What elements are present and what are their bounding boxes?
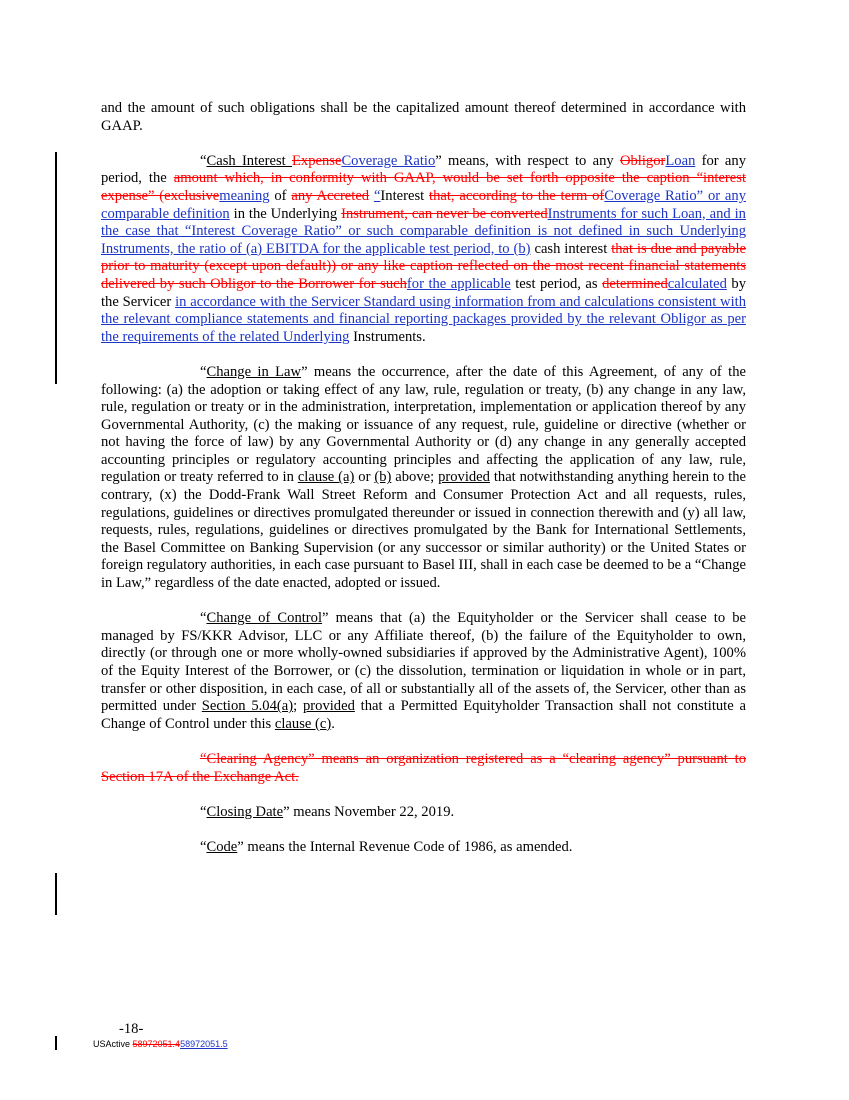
paragraph-continuation: and the amount of such obligations shall be the capitalized amount thereof determined in accordance with GAAP. [101,100,746,134]
defined-term: Code [206,838,238,855]
definition-cash-interest-coverage-ratio: “Cash Interest ExpenseCoverage Ratio” means, with respect to any ObligorLoan for any period, the amount which, in conformity with GAAP, would be set forth opposite the caption “interest expense” (exclusivemeaning of any Accreted “Interest that, according to the term ofCoverage Ratio” or any comparable definition in the Underlying Instrument, can never be convertedInstruments for such Loan, and in the case that “Interest Coverage Ratio” or such comparable definition is not defined in such Underlying Instruments, the ratio of (a) EBITDA for the applicable test period, to (b) cash interest that is due and payable prior to maturity (except upon default)) or any like caption reflected on the most recent financial statements delivered by such Obligor to the Borrower for suchfor the applicable test period, as determinedcalculated by the Servicer in accordance with the Servicer Standard using information from and calculations consistent with the relevant compliance statements and financial reporting packages provided by the relevant Obligor as per the requirements of the related Underlying Instruments. [101,152,747,345]
change-bar [55,1036,57,1050]
definition-closing-date: “Closing Date” means November 22, 2019. [200,803,455,820]
definition-code: “Code” means the Internal Revenue Code of 1986, as amended. [200,838,573,855]
change-bar [55,152,57,384]
definition-change-in-law: “Change in Law” means the occurrence, after the date of this Agreement, of any of the following: (a) the adoption or taking effect of any law, rule, regulation or treaty, (b) any change in any law, rule, regulation or treaty or in the administration, interpretation, implementation or application thereof by any Governmental Authority, (c) the making or issuance of any request, rule, guideline or directive (whether or not having the force of law) by any Governmental Authority or (d) any change in any generally accepted accounting principles or regulatory accounting principles and affecting the application of any law, rule, regulation or treaty referred to in clause (a) or (b) above; provided that notwithstanding anything herein to the contrary, (x) the Dodd-Frank Wall Street Reform and Consumer Protection Act and all requests, rules, regulations, guidelines or directives promulgated thereunder or issued in connection therewith and (y) all law, requests, rules, regulations, guidelines or directives promulgated by the Bank for International Settlements, the Basel Committee on Banking Supervision (or any successor or similar authority) or the United States or foreign regulatory authorities, in each case pursuant to Basel III, shall in each case be deemed to be a “Change in Law,” regardless of the date enacted, adopted or issued. [101,363,746,592]
defined-term: Change in Law [206,363,302,380]
definition-change-of-control: “Change of Control” means that (a) the Equityholder or the Servicer shall cease to be managed by FS/KKR Advisor, LLC or any Affiliate thereof, (b) the failure of the Equityholder to own, directly (or through one or more wholly-owned subsidiaries if approved by the Administrative Agent), 100% of the Equity Interest of the Borrower, or (c) the dissolution, termination or liquidation in whole or in part, transfer or other disposition, in each case, of all or substantially all of the assets of, the Servicer, other than as permitted under Section 5.04(a); provided that a Permitted Equityholder Transaction shall not constitute a Change of Control under this clause (c). [101,610,747,732]
defined-term: Change of Control [206,610,323,627]
definition-clearing-agency-deleted: “Clearing Agency” means an organization registered as a “clearing agency” pursuant to Section 17A of the Exchange Act. [101,750,746,785]
page-number: -18- [119,1021,144,1037]
document-page [101,100,746,857]
change-bar [55,873,57,915]
defined-term: Closing Date [206,803,284,820]
document-id: USActive 58972051.458972051.5 [93,1039,228,1049]
defined-term: Cash Interest [206,152,292,169]
